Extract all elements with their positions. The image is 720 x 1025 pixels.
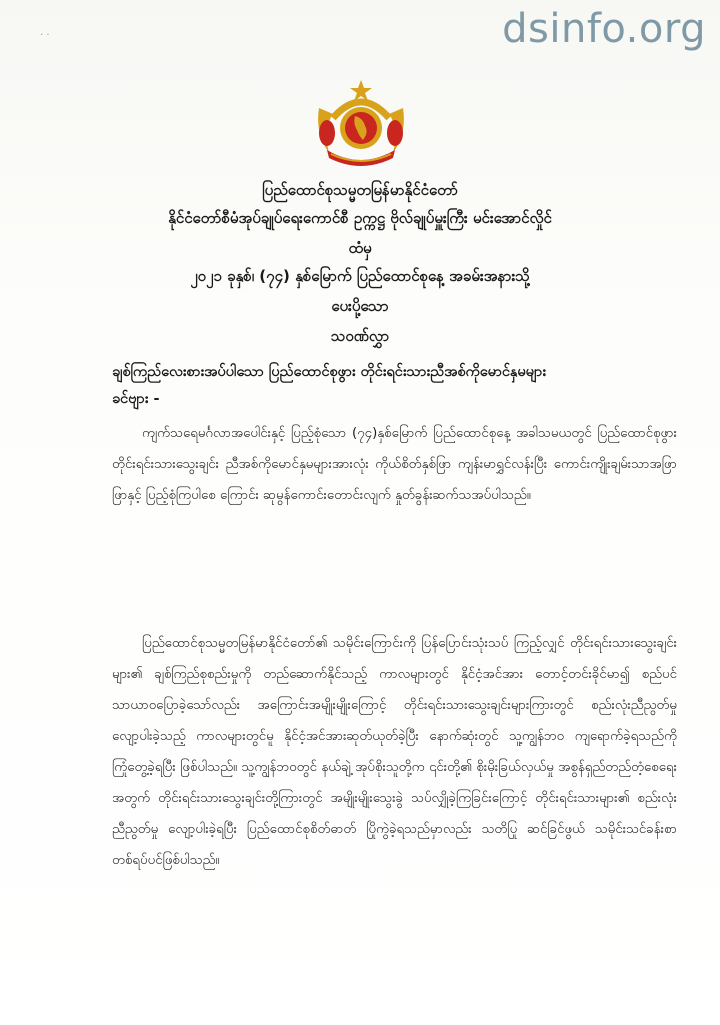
header-line-sender: နိုင်ငံတော်စီမံအုပ်ချုပ်ရေးကောင်စီ ဥက္ကဋ္ဌ ဗိုလ်ချုပ်မှူးကြီး မင်းအောင်လှိုင် bbox=[168, 209, 552, 227]
paragraph-2-text: ပြည်ထောင်စုသမ္မတမြန်မာနိုင်ငံတော်၏ သမိုင်းကြောင်းကို ပြန်ပြောင်းသုံးသပ် ကြည့်လျှင် တိုင်းရင်းသားသွေးချင်းများ၏ ချစ်ကြည်စုစည်းမှုကို တည်ဆောက်နိုင်သည့် ကာလများတွင် နိုင်ငံ့အင်အား တောင့်တင်းခိုင်မာ၍ စည်ပင်သာယာဝပြောခဲ့သော်လည်း အကြောင်းအမျိုးမျိုးကြောင့် တိုင်းရင်းသားသွေးချင်းများကြားတွင် စည်းလုံးညီညွတ်မှု လျော့ပါးခဲ့သည့် ကာလများတွင်မူ နိုင်ငံ့အင်အားဆုတ်ယုတ်ခဲ့ပြီး နောက်ဆုံးတွင် သူ့ကျွန်ဘဝ ကျရောက်ခဲ့ရသည်ကို ကြုံတွေ့ခဲ့ရပြီး ဖြစ်ပါသည်။ သူ့ကျွန်ဘဝတွင် နယ်ချဲ့ အုပ်စိုးသူတို့က ၎င်းတို့၏ စိုးမိုးခြယ်လှယ်မှု အစွန်ရှည်တည်တံ့စေရေးအတွက် တိုင်းရင်းသားသွေးချင်းတို့ကြားတွင် အမျိုးမျိုးသွေးခွဲ သပ်လျှိုခဲ့ကြခြင်းကြောင့် တိုင်းရင်းသားများ၏ စည်းလုံးညီညွတ်မှု လျော့ပါးခဲ့ရပြီး ပြည်ထောင်စုစိတ်ဓာတ် ပြိုကွဲခဲ့ရသည်မှာလည်း သတိပြု ဆင်ခြင်ဖွယ် သမိုင်းသင်ခန်းစာ တစ်ရပ်ပင်ဖြစ်ပါသည်။ bbox=[112, 636, 677, 868]
watermark: dsinfo.org bbox=[502, 6, 706, 52]
header-line-occasion: ၂၀၂၁ ခုနှစ်၊ (၇၄) နှစ်မြောက် ပြည်ထောင်စုနေ့ အခမ်းအနားသို့ bbox=[190, 267, 530, 285]
paragraph-1-text: ကျက်သရေမင်္ဂလာအပေါင်းနှင့် ပြည့်စုံသော (၇၄)နှစ်မြောက် ပြည်ထောင်စုနေ့ အခါသမယတွင် ပြည်ထောင်စုဖွား တိုင်းရင်းသားသွေးချင်း ညီအစ်ကိုမောင်နှမများအားလုံး ကိုယ်စိတ်နှစ်ဖြာ ကျန်းမာရွှင်လန်းပြီး ကောင်းကျိုးချမ်းသာအဖြာဖြာနှင့် ပြည့်စုံကြပါစေ ကြောင်း ဆုမွန်ကောင်းတောင်းလျက် နှုတ်ခွန်းဆက်သအပ်ပါသည်။ bbox=[112, 426, 677, 503]
state-seal-icon bbox=[313, 78, 409, 170]
document-title: သဝဏ်လွှာ bbox=[330, 327, 390, 345]
header-line-sent: ပေးပို့သော bbox=[331, 297, 389, 315]
salutation-line-1: ချစ်ကြည်လေးစားအပ်ပါသော ပြည်ထောင်စုဖွား တိုင်းရင်းသားညီအစ်ကိုမောင်နှမများ bbox=[112, 364, 547, 380]
paragraph-1 bbox=[112, 418, 677, 511]
salutation-line-2: ခင်ဗျား - bbox=[112, 391, 160, 407]
header-line-from: ထံမှ bbox=[348, 239, 372, 257]
paragraph-2 bbox=[112, 628, 677, 876]
header-line-country: ပြည်ထောင်စုသမ္မတမြန်မာနိုင်ငံတော် bbox=[262, 181, 458, 199]
scan-specks: · · bbox=[40, 30, 50, 41]
